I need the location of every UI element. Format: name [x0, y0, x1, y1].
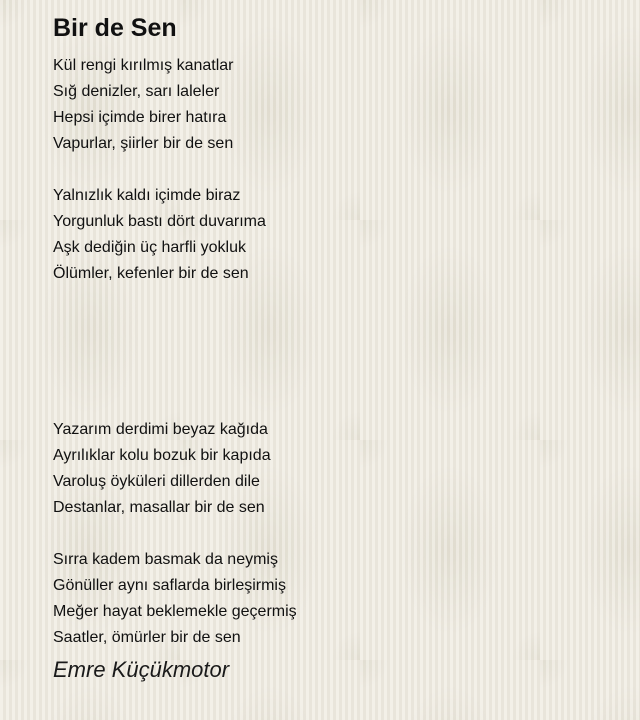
poem-line: Vapurlar, şiirler bir de sen [53, 135, 234, 152]
poem-line: Gönüller aynı saflarda birleşirmiş [53, 577, 286, 594]
poem-line: Sırra kadem basmak da neymiş [53, 551, 278, 568]
poem-line: Varoluş öyküleri dillerden dile [53, 473, 260, 490]
poem-line: Sığ denizler, sarı laleler [53, 83, 220, 100]
poem-line: Ölümler, kefenler bir de sen [53, 265, 249, 282]
poem-line: Meğer hayat beklemekle geçermiş [53, 603, 297, 620]
poem-line: Yazarım derdimi beyaz kağıda [53, 421, 268, 438]
stanza-break [53, 521, 613, 547]
poem-line: Destanlar, masallar bir de sen [53, 499, 265, 516]
poem-line: Yalnızlık kaldı içimde biraz [53, 187, 241, 204]
stanza-2 [53, 183, 613, 287]
poem-title: Bir de Sen [53, 14, 177, 42]
stanza-1 [53, 53, 613, 157]
poem-line: Ayrılıklar kolu bozuk bir kapıda [53, 447, 271, 464]
poem-line: Saatler, ömürler bir de sen [53, 629, 241, 646]
stanza-break [53, 157, 613, 183]
poem-line: Hepsi içimde birer hatıra [53, 109, 227, 126]
poem-body [53, 53, 613, 651]
section-gap [53, 287, 613, 417]
poem-line: Yorgunluk bastı dört duvarıma [53, 213, 266, 230]
poem-line: Aşk dediğin üç harfli yokluk [53, 239, 246, 256]
poem-container [53, 12, 613, 685]
poem-author: Emre Küçükmotor [53, 657, 230, 682]
stanza-4 [53, 547, 613, 651]
poem-line: Kül rengi kırılmış kanatlar [53, 57, 234, 74]
stanza-3 [53, 417, 613, 521]
